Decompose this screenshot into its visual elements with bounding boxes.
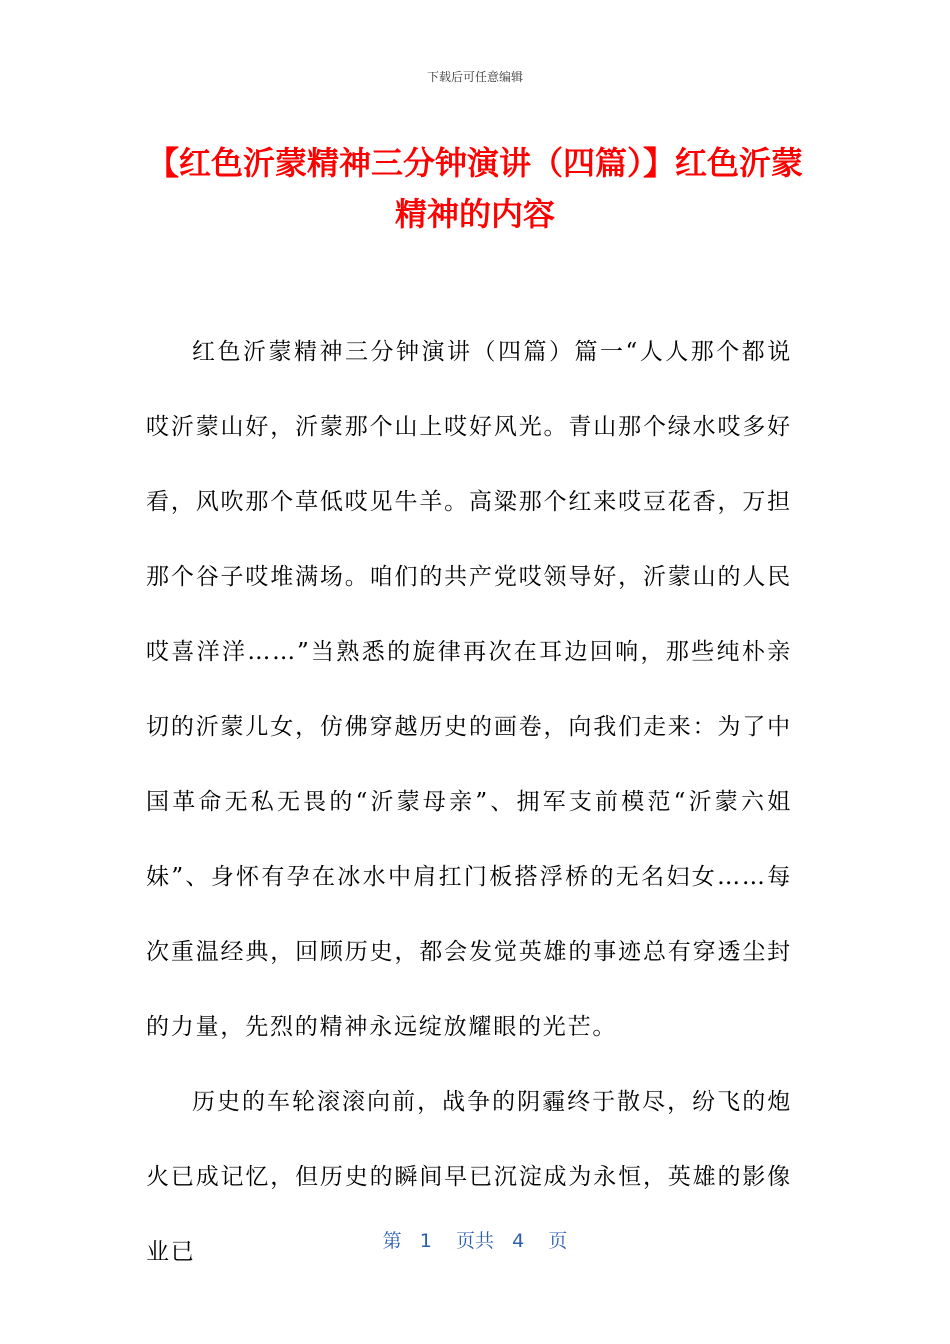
document-body bbox=[146, 315, 792, 1290]
paragraph-2: 历史的车轮滚滚向前，战争的阴霾终于散尽，纷飞的炮火已成记忆，但历史的瞬间早已沉淀成为永恒，英雄的影像业已 bbox=[146, 1089, 792, 1265]
header-note: 下载后可任意编辑 bbox=[426, 70, 523, 84]
page-label-prefix: 第 bbox=[382, 1230, 402, 1252]
paragraph-1: 红色沂蒙精神三分钟演讲（四篇）篇一“人人那个都说哎沂蒙山好，沂蒙那个山上哎好风光。青山那个绿水哎多好看，风吹那个草低哎见牛羊。高粱那个红来哎豆花香，万担那个谷子哎堆满场。咱们的共产党哎领导好，沂蒙山的人民哎喜洋洋……”当熟悉的旋律再次在耳边回响，那些纯朴亲切的沂蒙儿女，仿佛穿越历史的画卷，向我们走来：为了中国革命无私无畏的“沂蒙母亲”、拥军支前模范“沂蒙六姐妹”、身怀有孕在冰水中肩扛门板搭浮桥的无名妇女……每次重温经典，回顾历史，都会发觉英雄的事迹总有穿透尘封的力量，先烈的精神永远绽放耀眼的光芒。 bbox=[146, 339, 792, 1040]
page-number: 1 bbox=[419, 1230, 432, 1252]
page-label-suffix: 页 bbox=[548, 1230, 568, 1252]
page-label-mid: 页共 bbox=[455, 1230, 494, 1252]
document-title: 【红色沂蒙精神三分钟演讲（四篇）】红色沂蒙精神的内容 bbox=[146, 144, 803, 233]
total-pages: 4 bbox=[512, 1230, 525, 1252]
page-footer bbox=[0, 1226, 950, 1253]
